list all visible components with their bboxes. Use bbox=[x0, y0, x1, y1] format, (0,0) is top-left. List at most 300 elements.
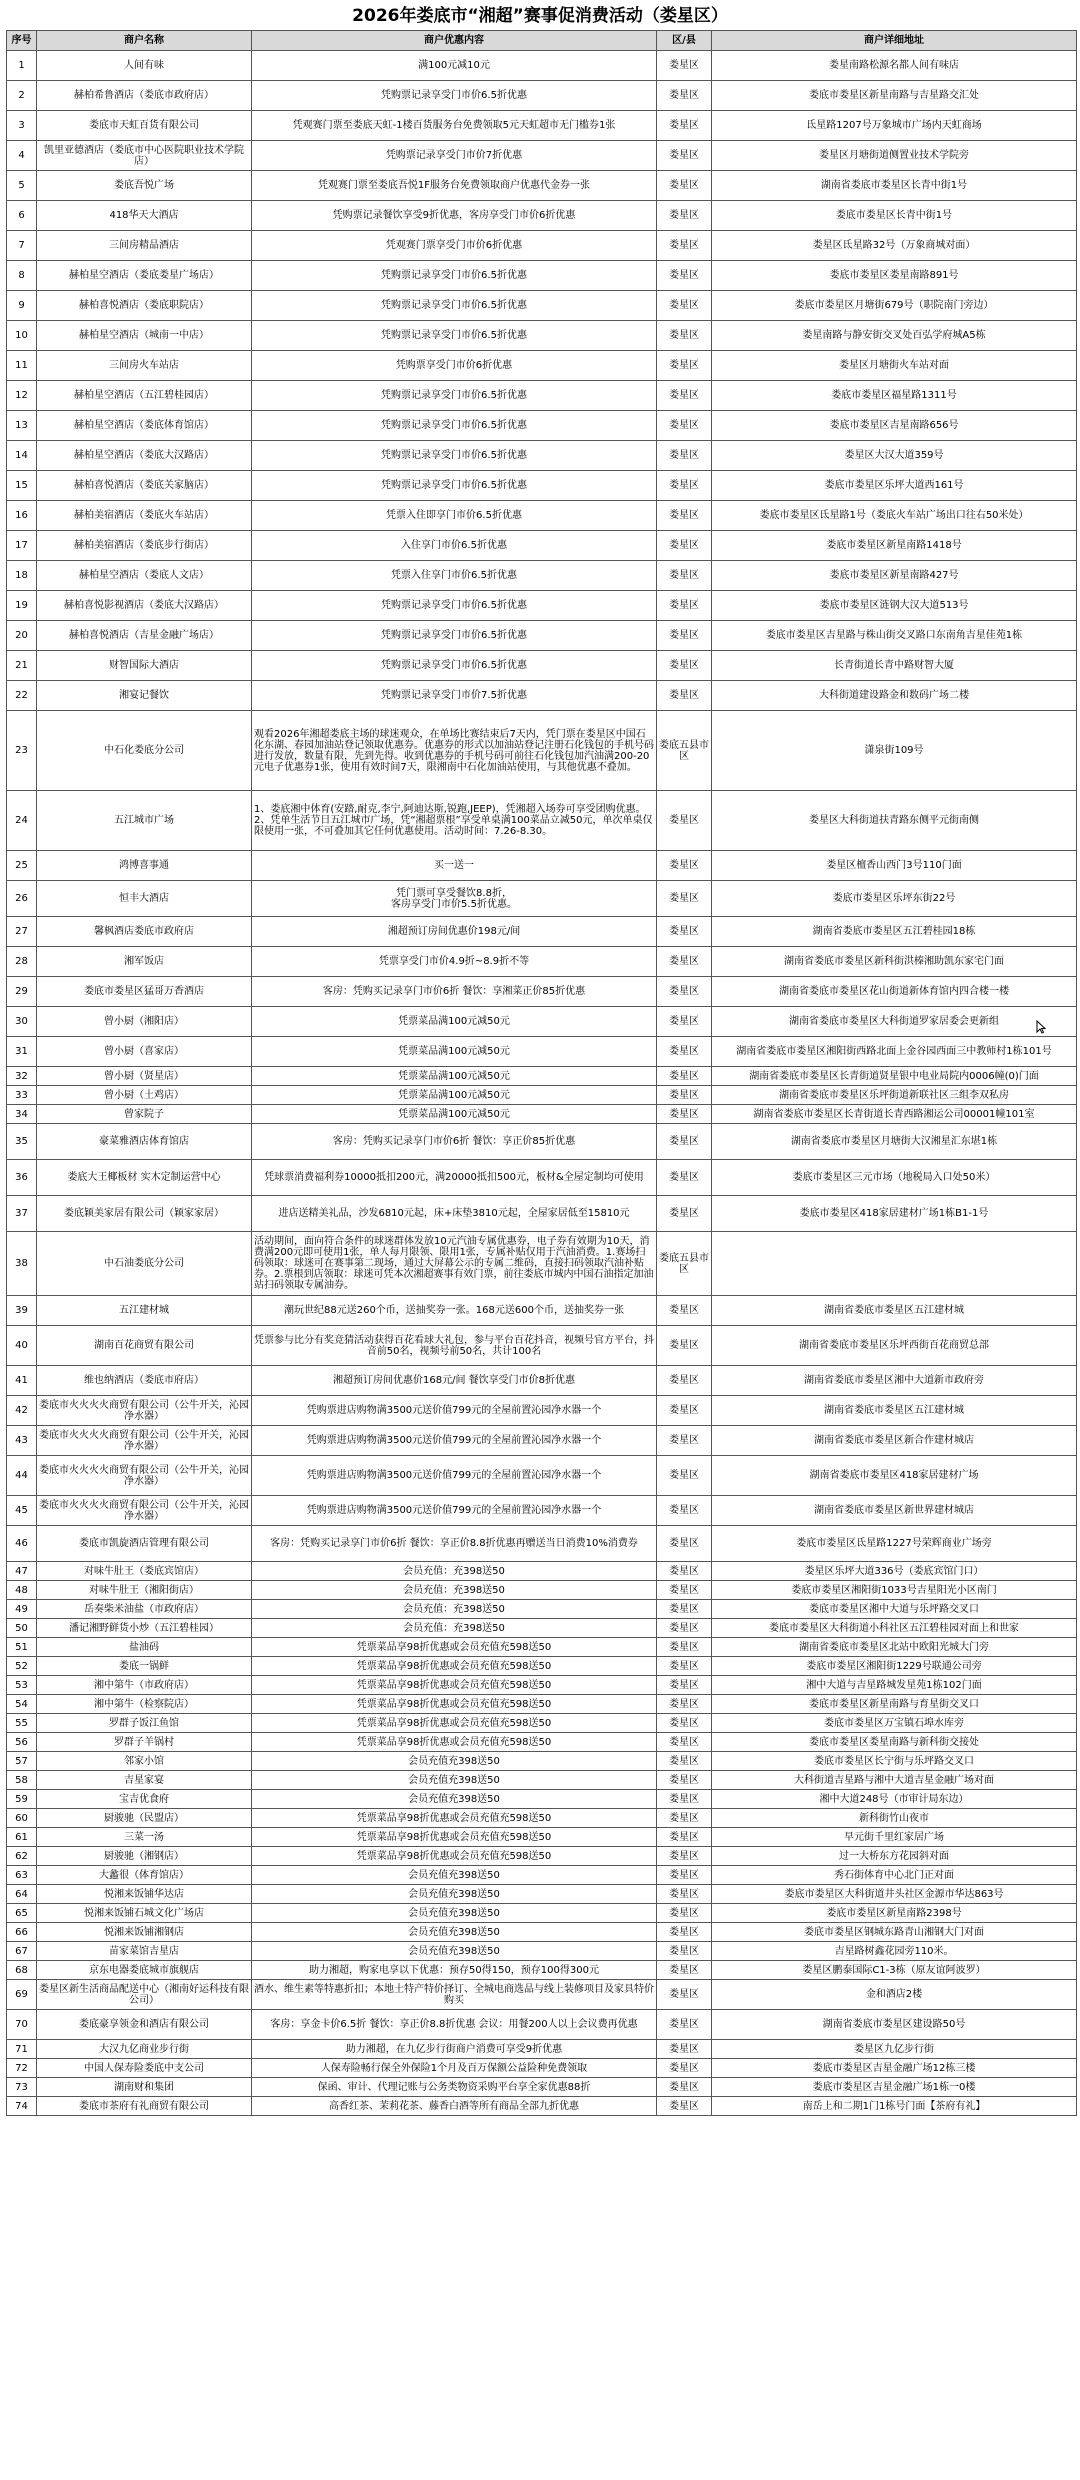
cell-merchant-name: 宝吉优食府 bbox=[37, 1790, 252, 1809]
cell-number: 18 bbox=[7, 561, 37, 591]
cell-district: 娄星区 bbox=[657, 881, 712, 917]
cell-district: 娄星区 bbox=[657, 1124, 712, 1160]
cell-address: 娄底市娄星区氐星路1号（娄底火车站广场出口往右50米处） bbox=[712, 501, 1077, 531]
cell-number: 27 bbox=[7, 917, 37, 947]
cell-number: 17 bbox=[7, 531, 37, 561]
cell-offer: 助力湘超，在九亿步行街商户消费可享受9折优惠 bbox=[252, 2040, 657, 2059]
cell-offer: 凭购票记录享受门市价6.5折优惠 bbox=[252, 651, 657, 681]
cell-number: 40 bbox=[7, 1326, 37, 1366]
table-row bbox=[7, 1196, 1077, 1232]
cell-number: 59 bbox=[7, 1790, 37, 1809]
cell-district: 娄星区 bbox=[657, 1581, 712, 1600]
cell-merchant-name: 赫柏喜悦酒店（吉星金融广场店） bbox=[37, 621, 252, 651]
table-row bbox=[7, 1790, 1077, 1809]
cell-number: 60 bbox=[7, 1809, 37, 1828]
cell-district: 娄星区 bbox=[657, 1086, 712, 1105]
cell-district: 娄星区 bbox=[657, 947, 712, 977]
cell-district: 娄星区 bbox=[657, 2040, 712, 2059]
cell-address: 湖南省娄底市娄星区乐坪西街百花商贸总部 bbox=[712, 1326, 1077, 1366]
cell-district: 娄星区 bbox=[657, 141, 712, 171]
cell-offer: 会员充值充398送50 bbox=[252, 1866, 657, 1885]
cell-district: 娄星区 bbox=[657, 1980, 712, 2010]
cell-number: 32 bbox=[7, 1067, 37, 1086]
cell-merchant-name: 盐油码 bbox=[37, 1638, 252, 1657]
table-row bbox=[7, 1600, 1077, 1619]
cell-offer: 买一送一 bbox=[252, 851, 657, 881]
cell-address: 氐星路1207号万象城市广场内天虹商场 bbox=[712, 111, 1077, 141]
cell-offer: 客房：享金卡价6.5折 餐饮：享正价8.8折优惠 会议：用餐200人以上会议费再优惠 bbox=[252, 2010, 657, 2040]
table-row bbox=[7, 2059, 1077, 2078]
cell-number: 58 bbox=[7, 1771, 37, 1790]
cell-district: 娄星区 bbox=[657, 1396, 712, 1426]
cell-address: 娄底市娄星区万宝镇石埠水库旁 bbox=[712, 1714, 1077, 1733]
cell-merchant-name: 悦湘来饭铺湘钢店 bbox=[37, 1923, 252, 1942]
cell-number: 49 bbox=[7, 1600, 37, 1619]
cell-merchant-name: 对味牛肚王（湘阳街店） bbox=[37, 1581, 252, 1600]
cell-merchant-name: 娄底市茶府有礼商贸有限公司 bbox=[37, 2097, 252, 2116]
table-body bbox=[7, 51, 1077, 2116]
cell-merchant-name: 娄星区新生活商品配送中心（湘南好运科技有限公司） bbox=[37, 1980, 252, 2010]
cell-address: 娄底市娄星区娄星南路891号 bbox=[712, 261, 1077, 291]
cell-offer: 凭购票记录享受门市价6.5折优惠 bbox=[252, 471, 657, 501]
cell-address: 秀石街体育中心北门正对面 bbox=[712, 1866, 1077, 1885]
cell-district: 娄星区 bbox=[657, 381, 712, 411]
cell-number: 51 bbox=[7, 1638, 37, 1657]
cell-district: 娄星区 bbox=[657, 1196, 712, 1232]
cell-address: 娄底市娄星区月塘街679号（职院南门旁边） bbox=[712, 291, 1077, 321]
table-row bbox=[7, 1456, 1077, 1496]
table-row bbox=[7, 201, 1077, 231]
cell-merchant-name: 娄底市火火火火商贸有限公司（公牛开关，沁园净水器） bbox=[37, 1426, 252, 1456]
cell-district: 娄星区 bbox=[657, 531, 712, 561]
cell-number: 52 bbox=[7, 1657, 37, 1676]
cell-offer: 凭票享受门市价4.9折~8.9折不等 bbox=[252, 947, 657, 977]
cell-offer: 客房：凭购买记录享门市价6折 餐饮：享正价85折优惠 bbox=[252, 1124, 657, 1160]
cell-offer: 湘超预订房间优惠价168元/间 餐饮享受门市价8折优惠 bbox=[252, 1366, 657, 1396]
cell-offer: 凭票菜品享98折优惠或会员充值充598送50 bbox=[252, 1695, 657, 1714]
cell-district: 娄星区 bbox=[657, 2078, 712, 2097]
table-row bbox=[7, 917, 1077, 947]
table-row bbox=[7, 1904, 1077, 1923]
cell-district: 娄星区 bbox=[657, 411, 712, 441]
cell-merchant-name: 娄底一锅鲜 bbox=[37, 1657, 252, 1676]
cell-merchant-name: 赫柏喜悦酒店（娄底关家脑店） bbox=[37, 471, 252, 501]
cell-district: 娄星区 bbox=[657, 1526, 712, 1562]
cell-offer: 凭票入住享门市价6.5折优惠 bbox=[252, 561, 657, 591]
table-row bbox=[7, 711, 1077, 791]
cell-address: 湖南省娄底市娄星区418家居建材广场 bbox=[712, 1456, 1077, 1496]
table-row bbox=[7, 1809, 1077, 1828]
table-row bbox=[7, 111, 1077, 141]
cell-offer: 凭购票记录餐饮享受9折优惠，客房享受门市价6折优惠 bbox=[252, 201, 657, 231]
cell-number: 4 bbox=[7, 141, 37, 171]
cell-address: 娄底市娄星区乐坪大道西161号 bbox=[712, 471, 1077, 501]
table-row bbox=[7, 2097, 1077, 2116]
cell-offer: 客房：凭购买记录享门市价6折 餐饮：享湘菜正价85折优惠 bbox=[252, 977, 657, 1007]
cell-offer: 高香红茶、茉莉花茶、藤香白酒等所有商品全部九折优惠 bbox=[252, 2097, 657, 2116]
cell-merchant-name: 赫柏喜悦酒店（娄底职院店） bbox=[37, 291, 252, 321]
cell-merchant-name: 赫柏星空酒店（娄底娄星广场店） bbox=[37, 261, 252, 291]
cell-address: 湖南省娄底市娄星区新世界建材城店 bbox=[712, 1496, 1077, 1526]
cell-district: 娄星区 bbox=[657, 321, 712, 351]
cell-district: 娄星区 bbox=[657, 1657, 712, 1676]
cell-offer: 凭票菜品满100元减50元 bbox=[252, 1105, 657, 1124]
cell-address: 吉星路树鑫花园旁110米。 bbox=[712, 1942, 1077, 1961]
cell-offer: 会员充值：充398送50 bbox=[252, 1619, 657, 1638]
table-row bbox=[7, 1980, 1077, 2010]
table-row bbox=[7, 471, 1077, 501]
cell-number: 7 bbox=[7, 231, 37, 261]
cell-district: 娄星区 bbox=[657, 1619, 712, 1638]
cell-number: 10 bbox=[7, 321, 37, 351]
cell-merchant-name: 赫柏星空酒店（娄底人文店） bbox=[37, 561, 252, 591]
cell-district: 娄星区 bbox=[657, 791, 712, 851]
cell-offer: 会员充值充398送50 bbox=[252, 1771, 657, 1790]
cell-merchant-name: 中石油娄底分公司 bbox=[37, 1232, 252, 1296]
table-row bbox=[7, 561, 1077, 591]
cell-address: 娄星区大科街道扶青路东侧平元街南侧 bbox=[712, 791, 1077, 851]
cell-offer: 凭票菜品享98折优惠或会员充值充598送50 bbox=[252, 1847, 657, 1866]
cell-offer: 凭票菜品满100元减50元 bbox=[252, 1007, 657, 1037]
table-row bbox=[7, 411, 1077, 441]
table-row bbox=[7, 1961, 1077, 1980]
table-row bbox=[7, 81, 1077, 111]
cell-offer: 凭票菜品享98折优惠或会员充值充598送50 bbox=[252, 1657, 657, 1676]
cell-number: 25 bbox=[7, 851, 37, 881]
cell-offer: 1、娄底湘中体育(安踏,耐克,李宁,阿迪达斯,锐跑,JEEP)，凭湘超入场券可享受团购优惠。 2、凭单生活节日五江城市广场，凭“湘超票根”享受单桌满100菜品立减50元，单次单桌仅限使用一张，不可叠加其它任何优惠使用。活动时间：7.26-8.30。 bbox=[252, 791, 657, 851]
cell-district: 娄星区 bbox=[657, 1733, 712, 1752]
cell-merchant-name: 罗群子羊锅村 bbox=[37, 1733, 252, 1752]
cell-district: 娄星区 bbox=[657, 1105, 712, 1124]
cell-address: 娄底市娄星区湘中大道与乐坪路交叉口 bbox=[712, 1600, 1077, 1619]
cell-address: 南岳上和二期1门1栋号门面【茶府有礼】 bbox=[712, 2097, 1077, 2116]
table-row bbox=[7, 1752, 1077, 1771]
cell-number: 26 bbox=[7, 881, 37, 917]
cell-address: 娄星区月塘街道侧置业技术学院旁 bbox=[712, 141, 1077, 171]
cell-district: 娄星区 bbox=[657, 1771, 712, 1790]
cell-number: 29 bbox=[7, 977, 37, 1007]
cell-offer: 凭票菜品享98折优惠或会员充值充598送50 bbox=[252, 1809, 657, 1828]
table-row bbox=[7, 1657, 1077, 1676]
cell-offer: 客房：凭购买记录享门市价6折 餐饮：享正价8.8折优惠再赠送当日消费10%消费券 bbox=[252, 1526, 657, 1562]
table-row bbox=[7, 947, 1077, 977]
table-row bbox=[7, 351, 1077, 381]
cell-number: 1 bbox=[7, 51, 37, 81]
cell-district: 娄星区 bbox=[657, 1752, 712, 1771]
cell-district: 娄星区 bbox=[657, 1866, 712, 1885]
cell-number: 41 bbox=[7, 1366, 37, 1396]
cell-address: 娄底市娄星区新星南路1418号 bbox=[712, 531, 1077, 561]
cell-number: 53 bbox=[7, 1676, 37, 1695]
cell-address: 湖南省娄底市娄星区长青街道贤星银中电业局院内0006幢(0)门面 bbox=[712, 1067, 1077, 1086]
cell-number: 38 bbox=[7, 1232, 37, 1296]
cell-district: 娄星区 bbox=[657, 561, 712, 591]
cell-address: 湖南省娄底市娄星区五江建材城 bbox=[712, 1396, 1077, 1426]
cell-merchant-name: 鸿博喜事通 bbox=[37, 851, 252, 881]
cell-offer: 凭观赛门票至娄底吾悦1F服务台免费领取商户优惠代金券一张 bbox=[252, 171, 657, 201]
cell-address: 娄星区大汉大道359号 bbox=[712, 441, 1077, 471]
table-row bbox=[7, 1496, 1077, 1526]
cell-offer: 凭购票记录享受门市价6.5折优惠 bbox=[252, 621, 657, 651]
cell-address: 湖南省娄底市娄星区大科街道罗家居委会更新组 bbox=[712, 1007, 1077, 1037]
cell-address: 湖南省娄底市娄星区月塘街大汉湘星汇东堪1栋 bbox=[712, 1124, 1077, 1160]
table-row bbox=[7, 1885, 1077, 1904]
cell-offer: 保函、审计、代理记账与公务类物资采购平台享全家优惠88折 bbox=[252, 2078, 657, 2097]
table-row bbox=[7, 1160, 1077, 1196]
cell-merchant-name: 大蠡很（体育馆店） bbox=[37, 1866, 252, 1885]
cell-merchant-name: 五江建材城 bbox=[37, 1296, 252, 1326]
cell-address: 湖南省娄底市娄星区花山街道新体育馆内四合楼一楼 bbox=[712, 977, 1077, 1007]
cell-offer: 凭门票可享受餐饮8.8折， 客房享受门市价5.5折优惠。 bbox=[252, 881, 657, 917]
table-row bbox=[7, 1733, 1077, 1752]
cell-address: 娄星区九亿步行街 bbox=[712, 2040, 1077, 2059]
cell-number: 6 bbox=[7, 201, 37, 231]
cell-district: 娄星区 bbox=[657, 1828, 712, 1847]
cell-number: 31 bbox=[7, 1037, 37, 1067]
cell-offer: 凭购票进店购物满3500元送价值799元的全屋前置沁园净水器一个 bbox=[252, 1396, 657, 1426]
cell-offer: 凭购票记录享受门市价6.5折优惠 bbox=[252, 261, 657, 291]
cell-district: 娄星区 bbox=[657, 917, 712, 947]
table-row bbox=[7, 1923, 1077, 1942]
cell-address: 娄底市娄星区湘阳街1033号吉星阳光小区南门 bbox=[712, 1581, 1077, 1600]
cell-address: 娄底市娄星区新星南路与育星街交叉口 bbox=[712, 1695, 1077, 1714]
cell-number: 11 bbox=[7, 351, 37, 381]
cell-number: 22 bbox=[7, 681, 37, 711]
table-row bbox=[7, 51, 1077, 81]
cell-address: 湘中大道与吉星路城发星苑1栋102门面 bbox=[712, 1676, 1077, 1695]
cell-district: 娄星区 bbox=[657, 51, 712, 81]
cell-merchant-name: 湘宴记餐饮 bbox=[37, 681, 252, 711]
cell-merchant-name: 京东电器娄底城市旗舰店 bbox=[37, 1961, 252, 1980]
cell-merchant-name: 曾小厨（喜家店） bbox=[37, 1037, 252, 1067]
table-row bbox=[7, 1326, 1077, 1366]
cell-district: 娄星区 bbox=[657, 171, 712, 201]
cell-merchant-name: 吉星家宴 bbox=[37, 1771, 252, 1790]
header-offer: 商户优惠内容 bbox=[252, 31, 657, 51]
cell-merchant-name: 豪菜雅酒店体育馆店 bbox=[37, 1124, 252, 1160]
cell-address: 娄底市娄星区大科街道小科社区五江碧桂园对面上和世家 bbox=[712, 1619, 1077, 1638]
cell-address: 娄星区鹏泰国际C1-3栋（原友谊阿波罗） bbox=[712, 1961, 1077, 1980]
cell-offer: 酒水、维生素等特惠折扣；本地土特产特价择订、全城电商选品与线上装修项目及家具特价购买 bbox=[252, 1980, 657, 2010]
cell-district: 娄星区 bbox=[657, 2097, 712, 2116]
cell-district: 娄星区 bbox=[657, 851, 712, 881]
cell-number: 39 bbox=[7, 1296, 37, 1326]
cell-address: 娄底市娄星区418家居建材广场1栋B1-1号 bbox=[712, 1196, 1077, 1232]
cell-district: 娄星区 bbox=[657, 621, 712, 651]
cell-offer: 凭购票记录享受门市价6.5折优惠 bbox=[252, 291, 657, 321]
cell-merchant-name: 湘中第牛（检察院店） bbox=[37, 1695, 252, 1714]
cell-offer: 凭购票记录享受门市价6.5折优惠 bbox=[252, 321, 657, 351]
cell-number: 50 bbox=[7, 1619, 37, 1638]
table-row bbox=[7, 231, 1077, 261]
cell-offer: 会员充值充398送50 bbox=[252, 1752, 657, 1771]
cell-number: 45 bbox=[7, 1496, 37, 1526]
table-row bbox=[7, 1676, 1077, 1695]
cell-address: 长青街道长青中路财智大厦 bbox=[712, 651, 1077, 681]
cell-merchant-name: 财智国际大酒店 bbox=[37, 651, 252, 681]
cell-merchant-name: 娄底市火火火火商贸有限公司（公牛开关，沁园净水器） bbox=[37, 1496, 252, 1526]
cell-district: 娄星区 bbox=[657, 81, 712, 111]
cell-number: 37 bbox=[7, 1196, 37, 1232]
cell-merchant-name: 418华天大酒店 bbox=[37, 201, 252, 231]
table-row bbox=[7, 501, 1077, 531]
cell-number: 5 bbox=[7, 171, 37, 201]
table-row bbox=[7, 1526, 1077, 1562]
cell-offer: 凭票菜品享98折优惠或会员充值充598送50 bbox=[252, 1828, 657, 1847]
cell-district: 娄星区 bbox=[657, 1638, 712, 1657]
cell-number: 54 bbox=[7, 1695, 37, 1714]
cell-address: 湖南省娄底市娄星区湘阳街西路北面上金谷园西面三中教师村1栋101号 bbox=[712, 1037, 1077, 1067]
cell-offer: 凭票菜品享98折优惠或会员充值充598送50 bbox=[252, 1638, 657, 1657]
cell-offer: 凭票菜品满100元减50元 bbox=[252, 1067, 657, 1086]
cell-number: 47 bbox=[7, 1562, 37, 1581]
table-row bbox=[7, 1426, 1077, 1456]
cell-address: 湖南省娄底市娄星区乐坪街道新联社区三组李双私房 bbox=[712, 1086, 1077, 1105]
cell-merchant-name: 娄底市凯旋酒店管理有限公司 bbox=[37, 1526, 252, 1562]
cell-number: 35 bbox=[7, 1124, 37, 1160]
cell-offer: 满100元减10元 bbox=[252, 51, 657, 81]
cell-number: 16 bbox=[7, 501, 37, 531]
table-row bbox=[7, 531, 1077, 561]
table-row bbox=[7, 1619, 1077, 1638]
cell-address: 湖南省娄底市娄星区新科街洪榛湘助凯东家宅门面 bbox=[712, 947, 1077, 977]
cell-district: 娄星区 bbox=[657, 2010, 712, 2040]
cell-offer: 凭购票记录享受门市价6.5折优惠 bbox=[252, 411, 657, 441]
cell-number: 9 bbox=[7, 291, 37, 321]
cell-address: 娄星区檀香山西门3号110门面 bbox=[712, 851, 1077, 881]
cell-number: 8 bbox=[7, 261, 37, 291]
cell-number: 48 bbox=[7, 1581, 37, 1600]
cell-merchant-name: 赫柏星空酒店（娄底大汉路店） bbox=[37, 441, 252, 471]
cell-number: 24 bbox=[7, 791, 37, 851]
cell-district: 娄星区 bbox=[657, 501, 712, 531]
cell-offer: 凭购票记录享受门市价6.5折优惠 bbox=[252, 591, 657, 621]
cell-district: 娄星区 bbox=[657, 291, 712, 321]
table-row bbox=[7, 681, 1077, 711]
table-row bbox=[7, 141, 1077, 171]
cell-offer: 入住享门市价6.5折优惠 bbox=[252, 531, 657, 561]
table-header-row bbox=[7, 31, 1077, 51]
cell-district: 娄星区 bbox=[657, 1847, 712, 1866]
cell-number: 64 bbox=[7, 1885, 37, 1904]
cell-number: 23 bbox=[7, 711, 37, 791]
cell-district: 娄星区 bbox=[657, 681, 712, 711]
cell-number: 13 bbox=[7, 411, 37, 441]
cell-district: 娄星区 bbox=[657, 591, 712, 621]
cell-number: 28 bbox=[7, 947, 37, 977]
cell-merchant-name: 娄底市火火火火商贸有限公司（公牛开关，沁园净水器） bbox=[37, 1396, 252, 1426]
table-row bbox=[7, 1232, 1077, 1296]
cell-address: 娄底市娄星区三元市场（地税局入口处50米） bbox=[712, 1160, 1077, 1196]
cell-district: 娄星区 bbox=[657, 1809, 712, 1828]
cell-merchant-name: 大汉九亿商业步行街 bbox=[37, 2040, 252, 2059]
cell-offer: 会员充值充398送50 bbox=[252, 1885, 657, 1904]
cell-number: 12 bbox=[7, 381, 37, 411]
cell-district: 娄星区 bbox=[657, 1942, 712, 1961]
header-address: 商户详细地址 bbox=[712, 31, 1077, 51]
cell-offer: 会员充值充398送50 bbox=[252, 1790, 657, 1809]
table-row bbox=[7, 621, 1077, 651]
cell-merchant-name: 娄底市娄星区猛哥万香酒店 bbox=[37, 977, 252, 1007]
cell-merchant-name: 潘记湘野鲜货小炒（五江碧桂园） bbox=[37, 1619, 252, 1638]
header-district: 区/县 bbox=[657, 31, 712, 51]
cell-address: 湖南省娄底市娄星区长青中街1号 bbox=[712, 171, 1077, 201]
table-row bbox=[7, 1396, 1077, 1426]
cell-offer: 会员充值：充398送50 bbox=[252, 1581, 657, 1600]
cell-offer: 凭票菜品享98折优惠或会员充值充598送50 bbox=[252, 1676, 657, 1695]
cell-district: 娄星区 bbox=[657, 1562, 712, 1581]
cell-address: 娄底市娄星区福星路1311号 bbox=[712, 381, 1077, 411]
cell-district: 娄星区 bbox=[657, 1961, 712, 1980]
table-row bbox=[7, 977, 1077, 1007]
cell-number: 44 bbox=[7, 1456, 37, 1496]
table-row bbox=[7, 1105, 1077, 1124]
cell-merchant-name: 三间房精品酒店 bbox=[37, 231, 252, 261]
cell-merchant-name: 恒丰大酒店 bbox=[37, 881, 252, 917]
cell-offer: 凭购票进店购物满3500元送价值799元的全屋前置沁园净水器一个 bbox=[252, 1496, 657, 1526]
cell-district: 娄星区 bbox=[657, 471, 712, 501]
cell-district: 娄星区 bbox=[657, 651, 712, 681]
cell-merchant-name: 曾小厨（贤星店） bbox=[37, 1067, 252, 1086]
cell-address: 娄底市娄星区涟钢大汉大道513号 bbox=[712, 591, 1077, 621]
cell-offer: 人保寿险畅行保全外保险1个月及百万保额公益险种免费领取 bbox=[252, 2059, 657, 2078]
cell-district: 娄星区 bbox=[657, 1007, 712, 1037]
cell-merchant-name: 湘中第牛（市政府店） bbox=[37, 1676, 252, 1695]
cell-number: 68 bbox=[7, 1961, 37, 1980]
cell-district: 娄星区 bbox=[657, 977, 712, 1007]
table-row bbox=[7, 1086, 1077, 1105]
cell-district: 娄星区 bbox=[657, 1426, 712, 1456]
cell-address: 娄底市娄星区新星南路与吉星路交汇处 bbox=[712, 81, 1077, 111]
cell-offer: 凭票菜品享98折优惠或会员充值充598送50 bbox=[252, 1733, 657, 1752]
cell-merchant-name: 凯里亚德酒店（娄底市中心医院职业技术学院店） bbox=[37, 141, 252, 171]
cell-offer: 凭购票记录享受门市价7折优惠 bbox=[252, 141, 657, 171]
cell-district: 娄星区 bbox=[657, 261, 712, 291]
cell-district: 娄星区 bbox=[657, 1160, 712, 1196]
cell-district: 娄星区 bbox=[657, 441, 712, 471]
cell-offer: 凭购票进店购物满3500元送价值799元的全屋前置沁园净水器一个 bbox=[252, 1426, 657, 1456]
cell-offer: 会员充值充398送50 bbox=[252, 1942, 657, 1961]
cell-number: 74 bbox=[7, 2097, 37, 2116]
table-row bbox=[7, 1296, 1077, 1326]
cell-district: 娄星区 bbox=[657, 1904, 712, 1923]
cell-offer: 活动期间，面向符合条件的球迷群体发放10元汽油专属优惠券，电子券有效期为10天，消费满200元即可使用1张，单人每月限领、限用1张，专属补贴仅用于汽油消费。1.赛场扫码领取：球迷可在赛事第二现场，通过大屏幕公示的专属二维码，直接扫码领取汽油补贴券。2.票根到店领取：球迷可凭本次湘超赛事有效门票，前往娄底市城内中国石油指定加油站扫码领取专属油券。 bbox=[252, 1232, 657, 1296]
cell-address: 大科街道吉星路与湘中大道吉星金融广场对面 bbox=[712, 1771, 1077, 1790]
table-row bbox=[7, 171, 1077, 201]
cell-merchant-name: 曾小厨（湘阳店） bbox=[37, 1007, 252, 1037]
cell-offer: 助力湘超，购家电享以下优惠：预存50得150，预存100得300元 bbox=[252, 1961, 657, 1980]
cell-number: 56 bbox=[7, 1733, 37, 1752]
cell-merchant-name: 赫柏美宿酒店（娄底火车站店） bbox=[37, 501, 252, 531]
cell-address: 娄底市娄星区长青中街1号 bbox=[712, 201, 1077, 231]
cell-district: 娄星区 bbox=[657, 1456, 712, 1496]
cell-district: 娄星区 bbox=[657, 1326, 712, 1366]
table-row bbox=[7, 441, 1077, 471]
table-row bbox=[7, 381, 1077, 411]
cell-number: 67 bbox=[7, 1942, 37, 1961]
cell-district: 娄星区 bbox=[657, 231, 712, 261]
merchant-table bbox=[6, 30, 1077, 2116]
cell-number: 20 bbox=[7, 621, 37, 651]
table-row bbox=[7, 1124, 1077, 1160]
cell-offer: 会员充值充398送50 bbox=[252, 1904, 657, 1923]
cell-number: 70 bbox=[7, 2010, 37, 2040]
table-row bbox=[7, 2010, 1077, 2040]
cell-offer: 观看2026年湘超娄底主场的球迷观众，在单场比赛结束后7天内，凭门票在娄星区中国石化东湖、春园加油站登记领取优惠券。优惠券的形式以加油站登记注册石化钱包的手机号码进行发放，数量有限，先到先得。收到优惠券的手机号码可前往石化钱包加汽油满200-20元电子优惠券1张，使用有效时间7天，限湘南中石化加油站使用，与其他优惠不叠加。 bbox=[252, 711, 657, 791]
cell-offer: 凭购票记录享受门市价6.5折优惠 bbox=[252, 81, 657, 111]
table-row bbox=[7, 651, 1077, 681]
cell-number: 19 bbox=[7, 591, 37, 621]
